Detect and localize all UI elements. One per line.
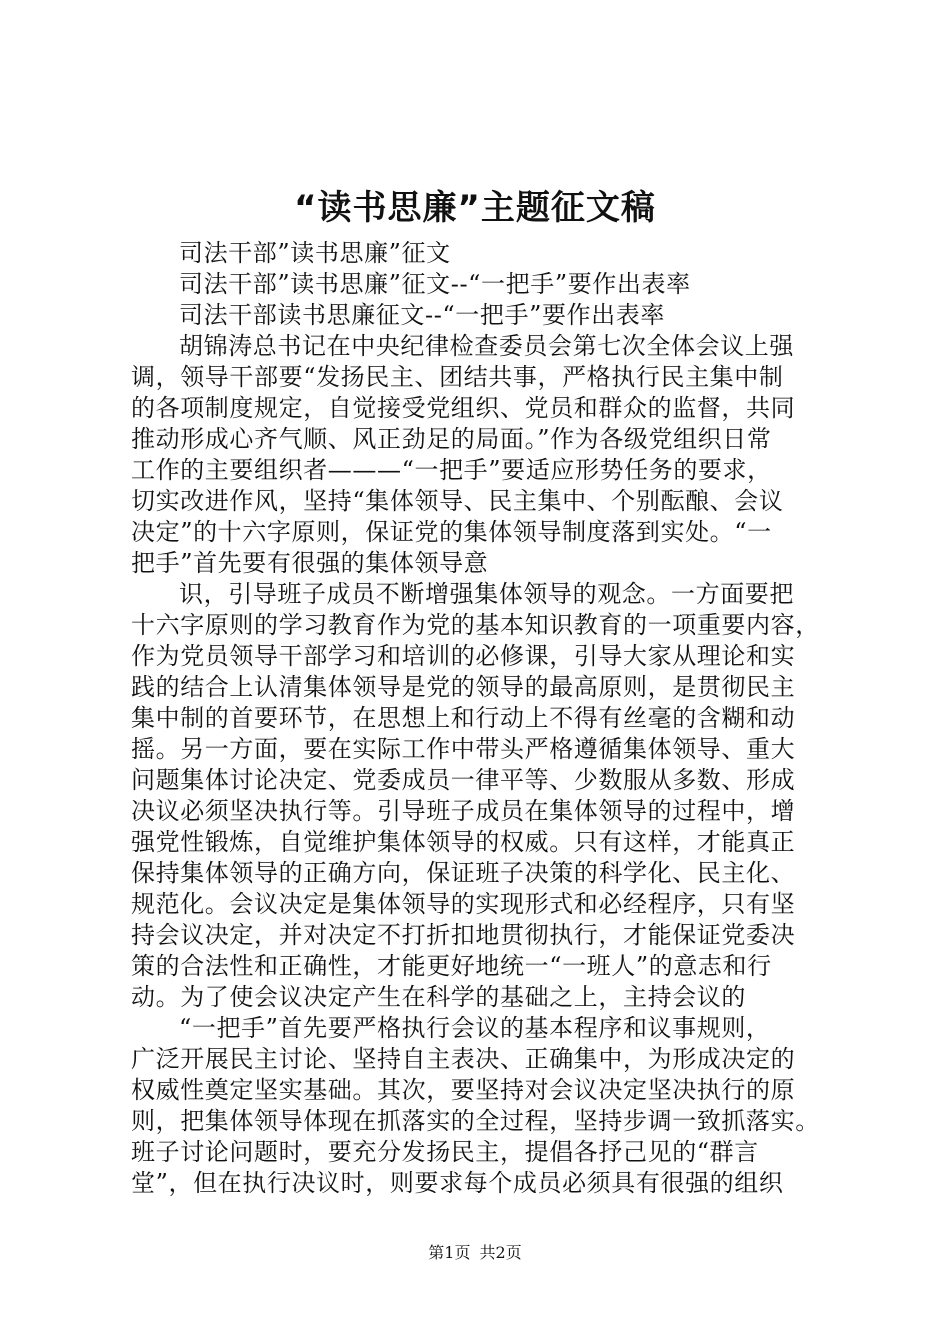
text-line: 调，领导干部要“发扬民主、团结共事，严格执行民主集中制 xyxy=(131,363,784,391)
text-line: 保持集体领导的正确方向，保证班子决策的科学化、民主化、 xyxy=(131,859,796,887)
text-line: “一把手”首先要严格执行会议的基本程序和议事规则， xyxy=(179,1014,771,1042)
text-line: 践的结合上认清集体领导是党的领导的最高原则，是贯彻民主 xyxy=(131,673,796,701)
text-line: 作为党员领导干部学习和培训的必修课，引导大家从理论和实 xyxy=(131,642,796,670)
text-line: 胡锦涛总书记在中央纪律检查委员会第七次全体会议上强 xyxy=(179,332,794,360)
text-line: 集中制的首要环节，在思想上和行动上不得有丝毫的含糊和动 xyxy=(131,704,796,732)
text-line: 堂”，但在执行决议时，则要求每个成员必须具有很强的组织 xyxy=(131,1169,784,1197)
text-line: 强党性锻炼，自觉维护集体领导的权威。只有这样，才能真正 xyxy=(131,828,796,856)
page-number: 第1页 共2页 xyxy=(428,1243,522,1262)
text-line: 动。为了使会议决定产生在科学的基础之上，主持会议的 xyxy=(131,983,746,1011)
text-line: 则，把集体领导体现在抓落实的全过程，坚持步调一致抓落实。 xyxy=(131,1107,820,1135)
text-line: 班子讨论问题时，要充分发扬民主，提倡各抒己见的“群言 xyxy=(131,1138,759,1166)
text-line: 司法干部读书思廉征文--“一把手”要作出表率 xyxy=(179,301,665,329)
text-line: 的各项制度规定，自觉接受党组织、党员和群众的监督，共同 xyxy=(131,394,796,422)
text-line: 司法干部”读书思廉”征文 xyxy=(179,239,451,267)
text-line: 决定”的十六字原则，保证党的集体领导制度落到实处。“一 xyxy=(131,518,772,546)
text-line: 问题集体讨论决定、党委成员一律平等、少数服从多数、形成 xyxy=(131,766,796,794)
text-line: 工作的主要组织者———“一把手”要适应形势任务的要求， xyxy=(131,456,772,484)
text-line: 推动形成心齐气顺、风正劲足的局面。”作为各级党组织日常 xyxy=(131,425,772,453)
text-line: 广泛开展民主讨论、坚持自主表决、正确集中，为形成决定的 xyxy=(131,1045,796,1073)
text-line: 司法干部”读书思廉”征文--“一把手”要作出表率 xyxy=(179,270,691,298)
text-line: 策的合法性和正确性，才能更好地统一“一班人”的意志和行 xyxy=(131,952,772,980)
text-line: 决议必须坚决执行等。引导班子成员在集体领导的过程中，增 xyxy=(131,797,796,825)
text-line: 规范化。会议决定是集体领导的实现形式和必经程序，只有坚 xyxy=(131,890,796,918)
text-line: 权威性奠定坚实基础。其次，要坚持对会议决定坚决执行的原 xyxy=(131,1076,796,1104)
text-line: 十六字原则的学习教育作为党的基本知识教育的一项重要内容， xyxy=(131,611,820,639)
text-line: 识，引导班子成员不断增强集体领导的观念。一方面要把 xyxy=(179,580,794,608)
text-line: 把手”首先要有很强的集体领导意 xyxy=(131,549,489,577)
text-line: 持会议决定，并对决定不打折扣地贯彻执行，才能保证党委决 xyxy=(131,921,796,949)
document-body xyxy=(131,238,831,1199)
text-line: 摇。另一方面，要在实际工作中带头严格遵循集体领导、重大 xyxy=(131,735,796,763)
document-title: “读书思廉”主题征文稿 xyxy=(294,188,656,228)
text-line: 切实改进作风，坚持“集体领导、民主集中、个别酝酿、会议 xyxy=(131,487,784,515)
